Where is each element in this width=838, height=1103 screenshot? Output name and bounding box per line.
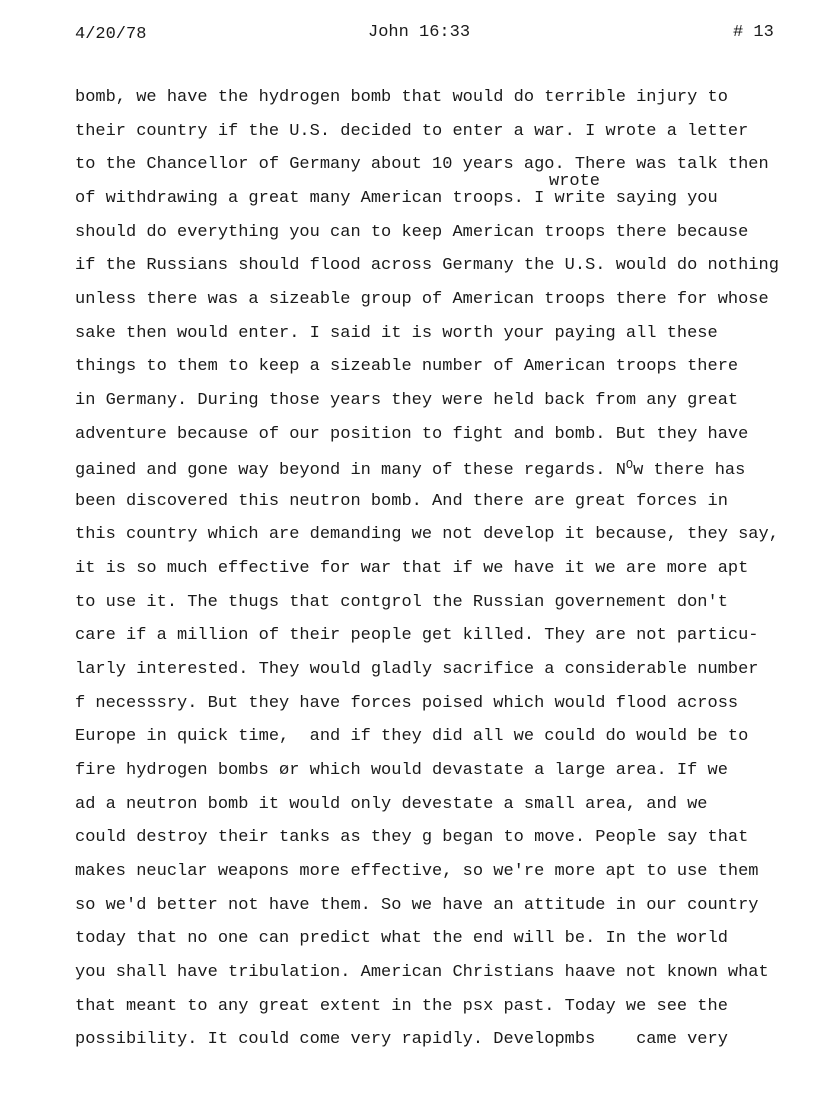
text-line: today that no one can predict what the end will be. In the world bbox=[75, 929, 728, 949]
text-line: larly interested. They would gladly sacrifice a considerable number bbox=[75, 660, 759, 680]
text-line: of withdrawing a great many American troops. I write saying you bbox=[75, 188, 718, 208]
text-line: that meant to any great extent in the psx past. Today we see the bbox=[75, 996, 728, 1016]
text-line: makes neuclar weapons more effective, so we're more apt to use them bbox=[75, 861, 759, 881]
text-line: things to them to keep a sizeable number of American troops there bbox=[75, 357, 739, 377]
text-line: Europe in quick time, and if they did all we could do would be to bbox=[75, 727, 749, 747]
page-number: # 13 bbox=[733, 23, 774, 42]
text-line: could destroy their tanks as they g began to move. People say that bbox=[75, 828, 749, 848]
text-line: bomb, we have the hydrogen bomb that would do terrible injury to bbox=[75, 88, 728, 107]
text-line: to the Chancellor of Germany about 10 years ago. There was talk then bbox=[75, 155, 769, 175]
text-line: this country which are demanding we not develop it because, they say, bbox=[75, 525, 779, 545]
text-line: to use it. The thugs that contgrol the Russian governement don't bbox=[75, 592, 728, 612]
text-line: their country if the U.S. decided to enter a war. I wrote a letter bbox=[75, 121, 749, 141]
text-line: ad a neutron bomb it would only devestate a small area, and we bbox=[75, 794, 708, 814]
text-segment: w there has bbox=[633, 461, 746, 481]
text-line: in Germany. During those years they were held back from any great bbox=[75, 390, 739, 410]
text-line: if the Russians should flood across Germany the U.S. would do nothing bbox=[75, 256, 779, 276]
text-line: so we'd better not have them. So we have an attitude in our country bbox=[75, 895, 759, 915]
text-line: adventure because of our position to fight and bomb. But they have bbox=[75, 424, 749, 444]
text-line bbox=[75, 459, 745, 479]
text-line: unless there was a sizeable group of American troops there for whose bbox=[75, 289, 769, 309]
text-segment: gained and gone way beyond in many of these regards. N bbox=[75, 461, 626, 481]
text-line: care if a million of their people get killed. They are not particu- bbox=[75, 626, 759, 646]
date: 4/20/78 bbox=[75, 25, 147, 44]
handwritten-insertion: wrote bbox=[549, 172, 601, 191]
text-line: you shall have tribulation. American Christians haave not known what bbox=[75, 962, 769, 982]
text-line: possibility. It could come very rapidly. Developmbs came very bbox=[75, 1030, 728, 1050]
text-line: should do everything you can to keep American troops there because bbox=[75, 222, 749, 242]
text-line: f necesssry. But they have forces poised which would flood across bbox=[75, 693, 739, 713]
text-line: fire hydrogen bombs ør which would devastate a large area. If we bbox=[75, 761, 728, 780]
scripture-reference: John 16:33 bbox=[368, 23, 471, 42]
text-line: it is so much effective for war that if we have it we are more apt bbox=[75, 559, 749, 579]
superscript-correction: O bbox=[625, 458, 634, 473]
text-line: been discovered this neutron bomb. And there are great forces in bbox=[75, 491, 728, 511]
text-line: sake then would enter. I said it is worth your paying all these bbox=[75, 323, 718, 343]
